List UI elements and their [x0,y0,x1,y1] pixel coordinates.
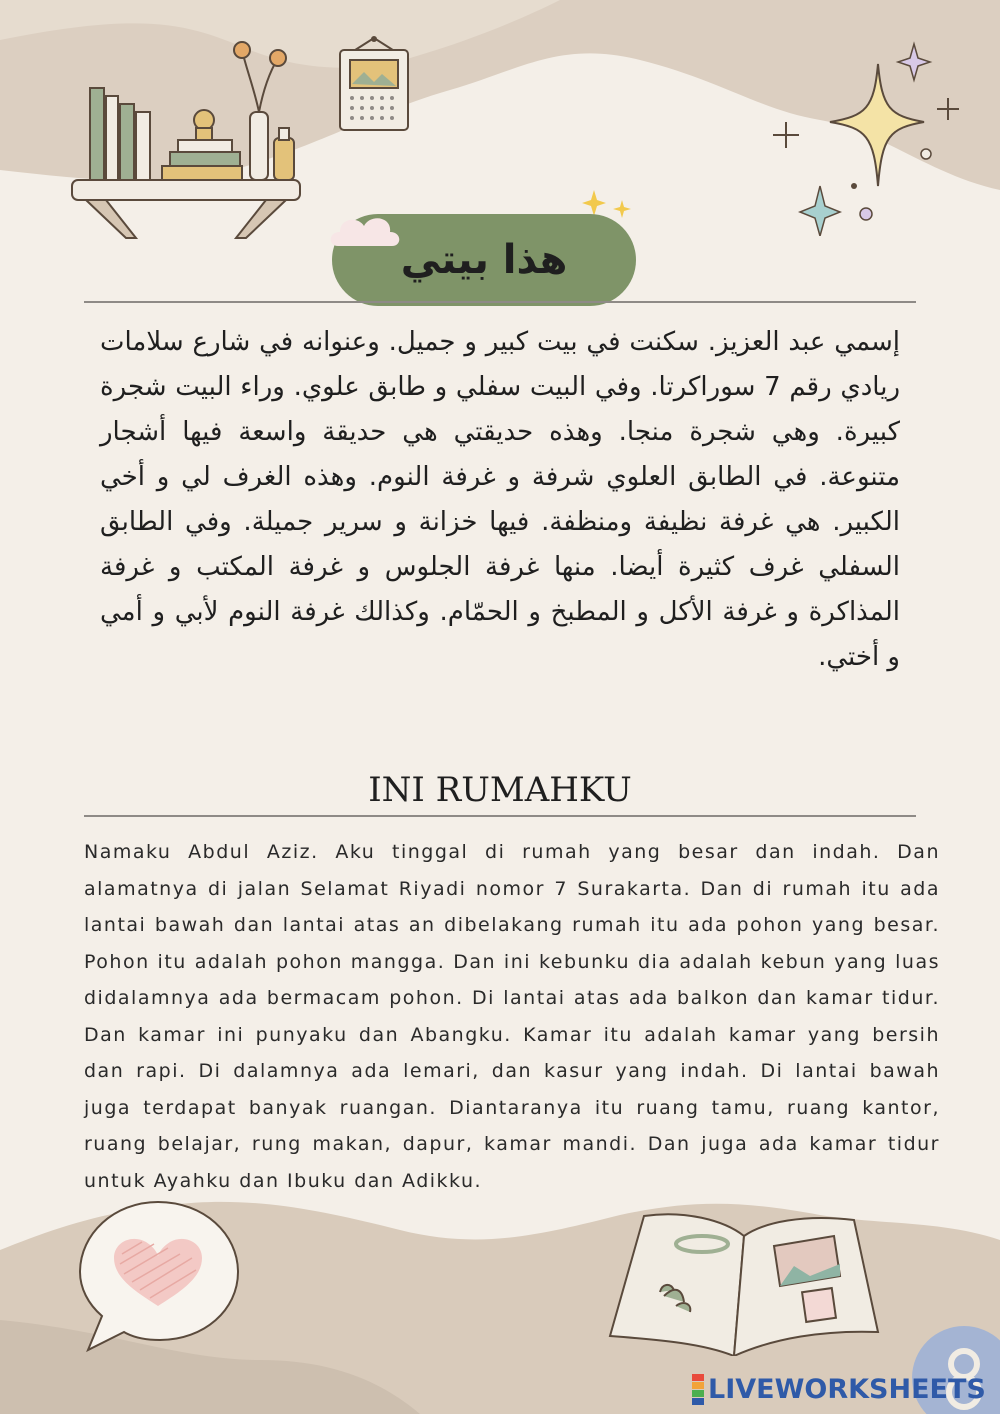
indonesian-paragraph: Namaku Abdul Aziz. Aku tinggal di rumah yang besar dan indah. Dan alamatnya di jalan Selamat Riyadi nomor 7 Surakarta. Dan di rumah itu ada lantai bawah dan lantai atas an dibelakang rumah itu ada pohon yang besar. Pohon itu adalah pohon mangga. Dan ini kebunku dia adalah kebun yang luas didalamnya ada bermacam pohon. Di lantai atas ada balkon dan kamar tidur. Dan kamar ini punyaku dan Abangku. Kamar itu adalah kamar yang bersih dan rapi. Di dalamnya ada lemari, dan kasur yang indah. Di lantai bawah juga terdapat banyak ruangan. Diantaranya itu ruang tamu, ruang kantor, ruang belajar, rung makan, dapur, kamar mandi. Dan juga ada kamar tidur untuk Ayahku dan Ibuku dan Adikku. [84,841,940,1192]
divider [84,815,916,817]
speech-bubble-heart-icon [76,1198,246,1358]
open-book-icon [604,1206,884,1356]
cloud-icon [326,206,406,254]
sparkles-icon [766,36,966,236]
indonesian-title: INI RUMAHKU [368,770,632,810]
arabic-paragraph: إسمي عبد العزيز. سكنت في بيت كبير و جميل. وعنوانه في شارع سلامات ريادي رقم 7 سوراكرتا. وفي البيت سفلي و طابق علوي. وراء البيت شجرة كبيرة. وهي شجرة منجا. وهذه حديقتي هي حديقة واسعة فيها أشجار متنوعة. في الطابق العلوي شرفة و غرفة النوم. وهذه الغرف لي و أخي الكبير. هي غرفة نظيفة ومنظفة. فيها خزانة و سرير جميلة. وفي الطابق السفلي غرف كثيرة أيضا. منها غرفة الجلوس و غرفة المكتب و غرفة المذاكرة و غرفة الأكل و المطبخ و الحمّام. وكذالك غرفة النوم لأبي و أمي و أختي. [100,327,901,672]
divider [84,301,916,303]
bookshelf-icon [66,38,306,248]
brand-logo [692,1372,986,1406]
arabic-title: هذا بيتي [400,237,568,283]
calendar-icon [334,34,414,134]
brand-logo-icon [692,1374,704,1405]
brand-name: LIVEWORKSHEETS [708,1373,986,1405]
